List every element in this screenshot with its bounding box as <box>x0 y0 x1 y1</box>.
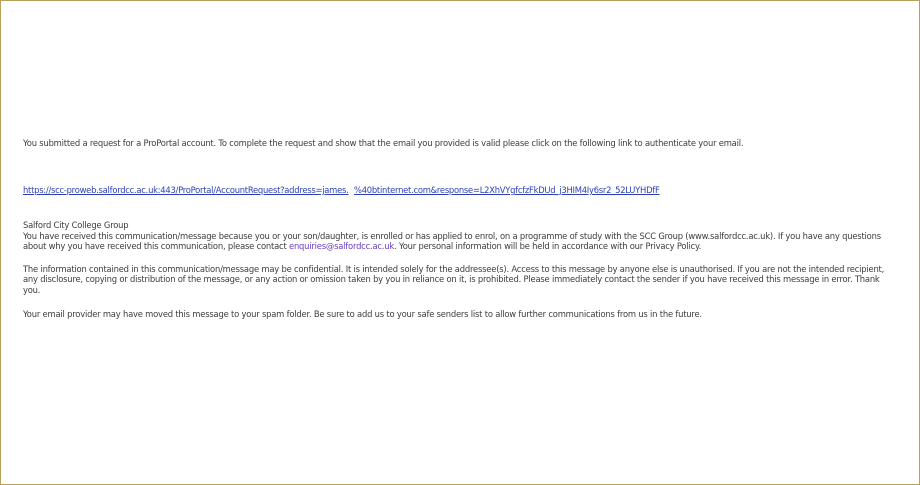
enrolment-notice <box>23 231 895 252</box>
enrolment-notice-text: You have received this communication/message because you or your son/daughter, is enrolled or has applied to enrol, on a programme of study with the SCC Group (www.salfordcc.ac.uk). If you have any questions about why you have received this communication, please contact <box>23 230 881 251</box>
organization-name: Salford City College Group <box>23 220 129 230</box>
authentication-link-continued[interactable]: %40btinternet.com&response=L2XhVYgfcfzFkDUd_j3HIM4Iy6sr2_52LUYHDfF <box>354 185 660 195</box>
authentication-link[interactable]: https://scc-proweb.salfordcc.ac.uk:443/ProPortal/AccountRequest?address=james. <box>23 185 349 195</box>
email-footer <box>23 220 895 320</box>
confidentiality-notice: The information contained in this communication/message may be confidential. It is intended solely for the addressee(s). Access to this message by anyone else is unauthorised. If you are not the intended recipient, any disclosure, copying or distribution of the message, or any action or omission taken by you in reliance on it, is prohibited. Please immediately contact the sender if you have received this message in error. Thank you. <box>23 263 885 295</box>
contact-email-link[interactable]: enquiries@salfordcc.ac.uk <box>289 241 395 251</box>
intro-text: You submitted a request for a ProPortal account. To complete the request and show that the email you provided is valid please click on the following link to authenticate your email. <box>23 138 744 148</box>
privacy-notice-text: . Your personal information will be held in accordance with our Privacy Policy. <box>394 241 702 251</box>
authentication-link-line <box>23 185 660 196</box>
spam-folder-notice: Your email provider may have moved this message to your spam folder. Be sure to add us to your safe senders list to allow further communications from us in the future. <box>23 309 702 319</box>
